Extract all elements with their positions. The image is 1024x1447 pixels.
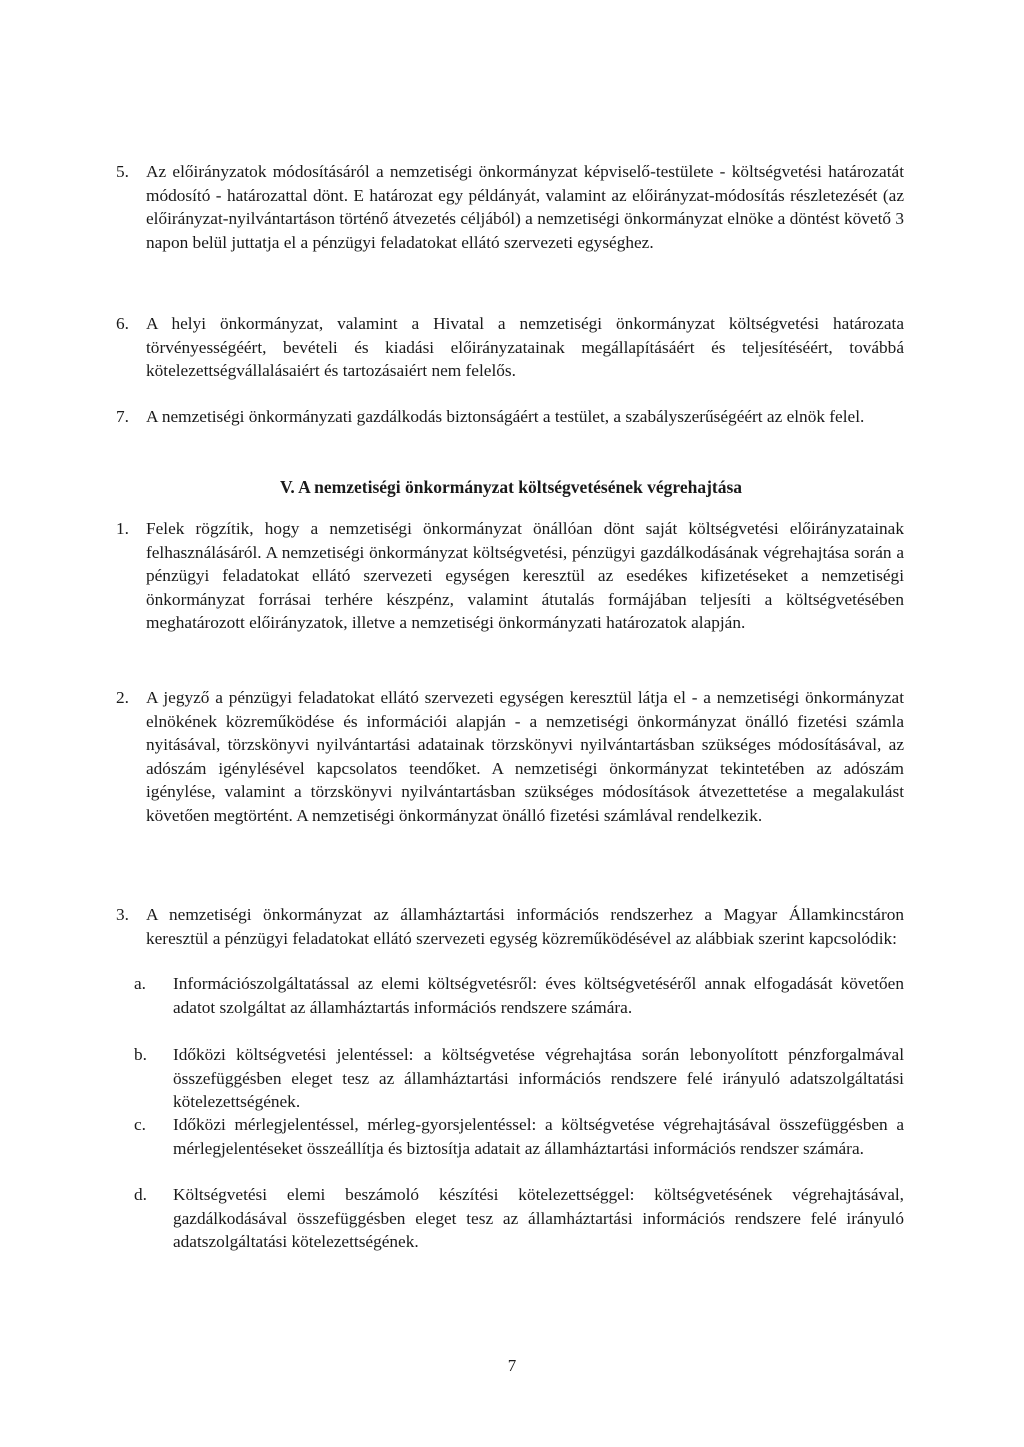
section-title: A nemzetiségi önkormányzat költségvetésének végrehajtása [298, 477, 743, 497]
subitem-text: Időközi költségvetési jelentéssel: a költségvetése végrehajtása során lebonyolított pénzforgalmával összefüggésben eleget tesz az államháztartási információs rendszere felé irányuló adatszolgáltatási kötelezettségének. [173, 1045, 904, 1111]
subitem-d [118, 1183, 904, 1254]
subitem-b [118, 1043, 904, 1114]
paragraph-7 [118, 405, 904, 429]
paragraph-v-1 [118, 517, 904, 635]
paragraph-number: 1. [116, 519, 129, 538]
paragraph-number: 2. [116, 688, 129, 707]
paragraph-number: 6. [116, 314, 129, 333]
paragraph-5 [118, 160, 904, 254]
paragraph-text: Felek rögzítik, hogy a nemzetiségi önkormányzat önállóan dönt saját költségvetési előirányzatainak felhasználásáról. A nemzetiségi önkormányzat költségvetési, pénzügyi gazdálkodásának végrehajtása során a pénzügyi feladatokat ellátó szervezeti egységen keresztül az esedékes kifizetéseket a nemzetiségi önkormányzat forrásai terhére készpénz, valamint átutalás formájában teljesíti a költségvetésében meghatározott előirányzatok, illetve a nemzetiségi önkormányzati határozatok alapján. [146, 519, 904, 632]
paragraph-text: Az előirányzatok módosításáról a nemzetiségi önkormányzat képviselő-testülete - költségvetési határozatát módosító - határozattal dönt. E határozat egy példányát, valamint az előirányzat-módosítás részletezését (az előirányzat-nyilvántartáson történő átvezetés céljából) a nemzetiségi önkormányzat elnöke a döntést követő 3 napon belül juttatja el a pénzügyi feladatokat ellátó szervezeti egységhez. [146, 162, 904, 252]
paragraph-text: A jegyző a pénzügyi feladatokat ellátó szervezeti egységen keresztül látja el - a nemzetiségi önkormányzat elnökének közreműködése és információi alapján - a nemzetiségi önkormányzat önálló fizetési számla nyitásával, törzskönyvi nyilvántartási adatainak törzskönyvi nyilvántartásban szükséges módosításával, az adószám igénylésével kapcsolatos teendőket. A nemzetiségi önkormányzat tekintetében az adószám igénylése, valamint a törzskönyvi nyilvántartásban szükséges módosítások átvezettetése a megalakulást követően megtörtént. A nemzetiségi önkormányzat önálló fizetési számlával rendelkezik. [146, 688, 904, 825]
paragraph-v-2 [118, 686, 904, 827]
paragraph-number: 5. [116, 162, 129, 181]
subitem-letter: d. [134, 1185, 147, 1204]
paragraph-v-3 [118, 903, 904, 950]
paragraph-text: A nemzetiségi önkormányzati gazdálkodás biztonságáért a testület, a szabályszerűségéért az elnök felel. [146, 407, 865, 426]
subitem-letter: c. [134, 1115, 146, 1134]
paragraph-number: 7. [116, 407, 129, 426]
subitem-text: Információszolgáltatással az elemi költségvetésről: éves költségvetéséről annak elfogadását követően adatot szolgáltat az államháztartás információs rendszere számára. [173, 974, 904, 1017]
subitem-letter: b. [134, 1045, 147, 1064]
page-number: 7 [507, 1356, 517, 1375]
subitem-c [118, 1113, 904, 1160]
subitem-letter: a. [134, 974, 146, 993]
paragraph-text: A nemzetiségi önkormányzat az államháztartási információs rendszerhez a Magyar Államkincstáron keresztül a pénzügyi feladatokat ellátó szervezeti egység közreműködésével az alábbiak szerint kapcsolódik: [146, 905, 904, 948]
subitem-a [118, 972, 904, 1019]
subitem-text: Időközi mérlegjelentéssel, mérleg-gyorsjelentéssel: a költségvetése végrehajtásával összefüggésben a mérlegjelentéseket összeállítja és biztosítja adatait az államháztartási információs rendszer számára. [173, 1115, 904, 1158]
section-roman-numeral: V. [279, 477, 295, 497]
paragraph-text: A helyi önkormányzat, valamint a Hivatal a nemzetiségi önkormányzat költségvetési határozata törvényességéért, bevételi és kiadási előirányzatainak megállapításáért és teljesítéséért, továbbá kötelezettségvállalásaiért és tartozásaiért nem felelős. [146, 314, 904, 380]
paragraph-number: 3. [116, 905, 129, 924]
paragraph-6 [118, 312, 904, 383]
subitem-text: Költségvetési elemi beszámoló készítési kötelezettséggel: költségvetésének végrehajtásával, gazdálkodásával összefüggésben eleget tesz az államháztartási információs rendszere felé irányuló adatszolgáltatási kötelezettségének. [173, 1185, 904, 1251]
section-heading [118, 477, 904, 498]
